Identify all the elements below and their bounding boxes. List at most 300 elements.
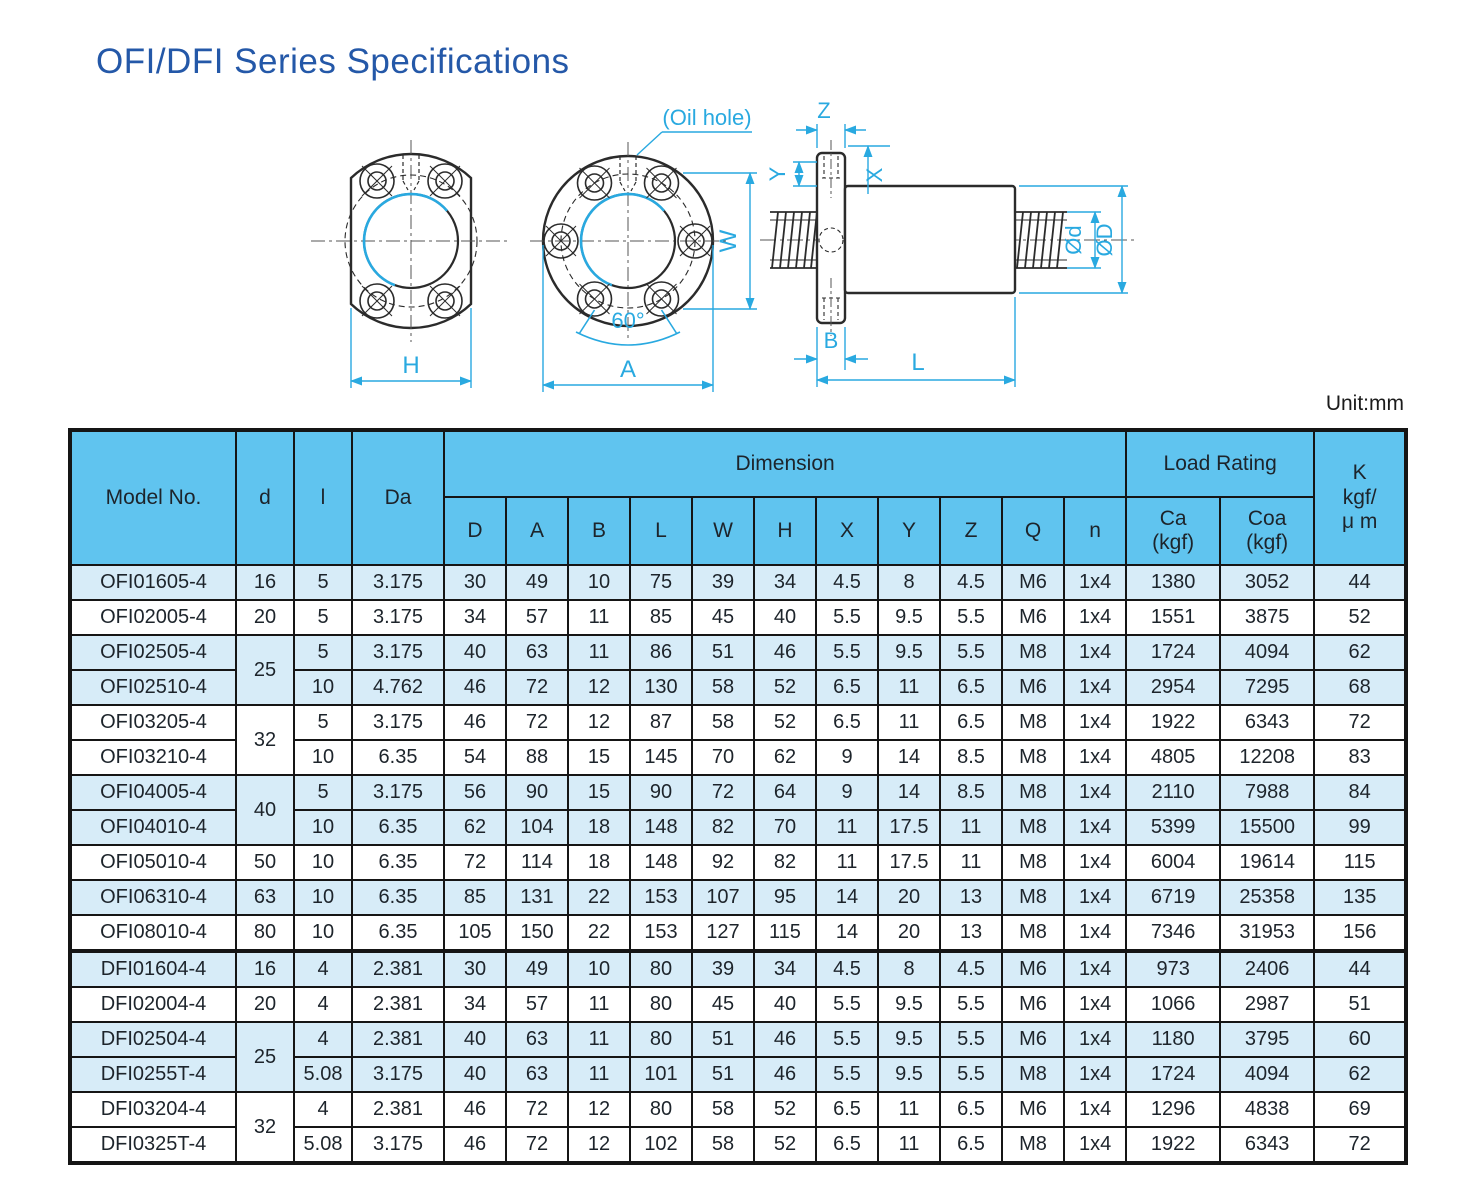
col-header-dim-z: Z (940, 497, 1002, 565)
cell-lead: 10 (294, 845, 352, 880)
cell-model: DFI0325T-4 (70, 1127, 236, 1163)
cell-ca: 1724 (1126, 1057, 1220, 1092)
cell-dim-x: 11 (816, 845, 878, 880)
cell-dim-w: 107 (692, 880, 754, 915)
cell-dim-a: 131 (506, 880, 568, 915)
cell-lead: 5 (294, 775, 352, 810)
cell-dim-b: 22 (568, 915, 630, 951)
cell-ca: 1551 (1126, 600, 1220, 635)
cell-dim-a: 104 (506, 810, 568, 845)
col-header-dim-y: Y (878, 497, 940, 565)
cell-coa: 2987 (1220, 987, 1314, 1022)
cell-dim-w: 39 (692, 951, 754, 987)
cell-dim-d: 46 (444, 705, 506, 740)
dim-label-b: B (823, 328, 839, 353)
cell-dim-x: 5.5 (816, 1022, 878, 1057)
cell-dim-w: 51 (692, 635, 754, 670)
cell-dim-n: 1x4 (1064, 1127, 1126, 1163)
cell-dim-w: 58 (692, 1092, 754, 1127)
cell-dim-q: M8 (1002, 635, 1064, 670)
cell-dim-b: 12 (568, 670, 630, 705)
cell-dim-n: 1x4 (1064, 565, 1126, 600)
cell-ca: 4805 (1126, 740, 1220, 775)
cell-coa: 25358 (1220, 880, 1314, 915)
cell-dim-n: 1x4 (1064, 705, 1126, 740)
cell-lead: 4 (294, 1022, 352, 1057)
cell-coa: 19614 (1220, 845, 1314, 880)
cell-dim-w: 51 (692, 1057, 754, 1092)
cell-dim-l: 148 (630, 810, 692, 845)
col-header-dim-l: L (630, 497, 692, 565)
cell-d: 40 (236, 775, 294, 845)
cell-dim-q: M8 (1002, 810, 1064, 845)
cell-model: OFI05010-4 (70, 845, 236, 880)
col-header-dim-w: W (692, 497, 754, 565)
cell-model: OFI02505-4 (70, 635, 236, 670)
cell-dim-z: 8.5 (940, 740, 1002, 775)
cell-coa: 3875 (1220, 600, 1314, 635)
cell-d: 25 (236, 1022, 294, 1092)
cell-dim-x: 5.5 (816, 600, 878, 635)
cell-dim-h: 52 (754, 705, 816, 740)
cell-coa: 3052 (1220, 565, 1314, 600)
cell-dim-d: 40 (444, 1022, 506, 1057)
cell-dim-h: 70 (754, 810, 816, 845)
cell-dim-y: 11 (878, 1092, 940, 1127)
cell-dim-q: M8 (1002, 880, 1064, 915)
cell-dim-h: 46 (754, 1022, 816, 1057)
cell-dim-l: 101 (630, 1057, 692, 1092)
table-row (70, 951, 1406, 987)
cell-model: OFI01605-4 (70, 565, 236, 600)
cell-da: 6.35 (352, 880, 444, 915)
cell-dim-a: 57 (506, 987, 568, 1022)
col-header-load-rating: Load Rating (1126, 430, 1314, 497)
cell-dim-a: 63 (506, 1057, 568, 1092)
cell-dim-d: 30 (444, 951, 506, 987)
cell-lead: 5 (294, 635, 352, 670)
cell-dim-x: 6.5 (816, 670, 878, 705)
cell-dim-w: 58 (692, 670, 754, 705)
cell-k: 156 (1314, 915, 1406, 951)
table-row (70, 705, 1406, 740)
cell-ca: 6719 (1126, 880, 1220, 915)
cell-dim-y: 17.5 (878, 845, 940, 880)
cell-dim-w: 51 (692, 1022, 754, 1057)
col-header-da: Da (352, 430, 444, 565)
cell-lead: 5.08 (294, 1057, 352, 1092)
cell-dim-d: 40 (444, 1057, 506, 1092)
spec-table (68, 428, 1408, 1165)
cell-lead: 5.08 (294, 1127, 352, 1163)
cell-dim-l: 90 (630, 775, 692, 810)
table-row (70, 1092, 1406, 1127)
technical-diagram (0, 80, 1472, 425)
k-line3: μ m (1341, 510, 1378, 534)
cell-dim-b: 12 (568, 1092, 630, 1127)
cell-d: 80 (236, 915, 294, 951)
cell-dim-z: 13 (940, 880, 1002, 915)
cell-da: 3.175 (352, 775, 444, 810)
cell-dim-l: 80 (630, 1092, 692, 1127)
cell-dim-y: 11 (878, 670, 940, 705)
cell-dim-x: 6.5 (816, 1092, 878, 1127)
cell-d: 16 (236, 951, 294, 987)
cell-coa: 4838 (1220, 1092, 1314, 1127)
table-row (70, 915, 1406, 951)
cell-dim-x: 14 (816, 915, 878, 951)
cell-dim-b: 10 (568, 565, 630, 600)
cell-lead: 5 (294, 600, 352, 635)
cell-k: 44 (1314, 951, 1406, 987)
cell-dim-d: 30 (444, 565, 506, 600)
cell-dim-y: 20 (878, 880, 940, 915)
cell-dim-h: 95 (754, 880, 816, 915)
table-row (70, 635, 1406, 670)
cell-k: 84 (1314, 775, 1406, 810)
cell-dim-l: 85 (630, 600, 692, 635)
cell-dim-b: 11 (568, 1022, 630, 1057)
col-header-ca: Ca (kgf) (1126, 497, 1220, 565)
spec-table-body (70, 565, 1406, 1163)
cell-ca: 1296 (1126, 1092, 1220, 1127)
cell-dim-a: 114 (506, 845, 568, 880)
cell-dim-q: M6 (1002, 1022, 1064, 1057)
cell-dim-z: 5.5 (940, 1057, 1002, 1092)
cell-coa: 6343 (1220, 705, 1314, 740)
cell-dim-d: 72 (444, 845, 506, 880)
cell-dim-a: 90 (506, 775, 568, 810)
cell-dim-w: 92 (692, 845, 754, 880)
cell-ca: 973 (1126, 951, 1220, 987)
cell-k: 62 (1314, 635, 1406, 670)
cell-da: 3.175 (352, 600, 444, 635)
cell-model: OFI04005-4 (70, 775, 236, 810)
cell-dim-n: 1x4 (1064, 915, 1126, 951)
bore-accent-arc (364, 194, 447, 285)
cell-dim-x: 9 (816, 740, 878, 775)
table-row (70, 845, 1406, 880)
page-title: OFI/DFI Series Specifications (96, 42, 570, 81)
cell-dim-n: 1x4 (1064, 775, 1126, 810)
cell-dim-n: 1x4 (1064, 951, 1126, 987)
cell-dim-h: 40 (754, 987, 816, 1022)
cell-dim-d: 46 (444, 1092, 506, 1127)
unit-label: Unit:mm (1325, 392, 1404, 415)
nut-drawings-svg (0, 80, 1472, 425)
cell-d: 25 (236, 635, 294, 705)
dim-label-z: Z (817, 98, 831, 123)
cell-dim-d: 40 (444, 635, 506, 670)
cell-dim-l: 86 (630, 635, 692, 670)
cell-dim-n: 1x4 (1064, 740, 1126, 775)
cell-dim-a: 72 (506, 670, 568, 705)
cell-coa: 6343 (1220, 1127, 1314, 1163)
cell-lead: 5 (294, 565, 352, 600)
cell-dim-z: 5.5 (940, 600, 1002, 635)
col-header-lead: l (294, 430, 352, 565)
cell-dim-y: 9.5 (878, 987, 940, 1022)
cell-dim-y: 14 (878, 775, 940, 810)
cell-dim-l: 130 (630, 670, 692, 705)
cell-dim-b: 11 (568, 987, 630, 1022)
cell-dim-a: 57 (506, 600, 568, 635)
cell-dim-y: 8 (878, 951, 940, 987)
cell-lead: 4 (294, 951, 352, 987)
cell-k: 44 (1314, 565, 1406, 600)
cell-dim-x: 5.5 (816, 987, 878, 1022)
cell-dim-l: 80 (630, 987, 692, 1022)
cell-dim-w: 58 (692, 705, 754, 740)
cell-dim-l: 102 (630, 1127, 692, 1163)
cell-model: DFI02504-4 (70, 1022, 236, 1057)
cell-dim-w: 45 (692, 600, 754, 635)
cell-dim-l: 153 (630, 880, 692, 915)
cell-dim-x: 6.5 (816, 705, 878, 740)
cell-dim-l: 80 (630, 951, 692, 987)
cell-dim-q: M8 (1002, 775, 1064, 810)
cell-dim-a: 72 (506, 1127, 568, 1163)
cell-k: 72 (1314, 705, 1406, 740)
cell-dim-z: 5.5 (940, 635, 1002, 670)
cell-dim-w: 58 (692, 1127, 754, 1163)
cell-dim-x: 4.5 (816, 565, 878, 600)
cell-dim-y: 17.5 (878, 810, 940, 845)
cell-dim-h: 52 (754, 670, 816, 705)
cell-dim-x: 9 (816, 775, 878, 810)
cell-lead: 10 (294, 880, 352, 915)
cell-dim-q: M6 (1002, 600, 1064, 635)
cell-ca: 1380 (1126, 565, 1220, 600)
cell-dim-b: 18 (568, 845, 630, 880)
cell-dim-y: 9.5 (878, 1022, 940, 1057)
dim-label-angle: 60° (611, 308, 645, 333)
cell-d: 16 (236, 565, 294, 600)
dim-label-x: X (862, 167, 887, 183)
cell-dim-n: 1x4 (1064, 845, 1126, 880)
spec-table-header (70, 430, 1406, 565)
cell-d: 50 (236, 845, 294, 880)
cell-dim-b: 10 (568, 951, 630, 987)
cell-model: OFI03205-4 (70, 705, 236, 740)
cell-ca: 5399 (1126, 810, 1220, 845)
cell-dim-b: 11 (568, 1057, 630, 1092)
cell-dim-q: M8 (1002, 1127, 1064, 1163)
cell-dim-h: 82 (754, 845, 816, 880)
cell-model: OFI03210-4 (70, 740, 236, 775)
cell-model: OFI02005-4 (70, 600, 236, 635)
cell-dim-h: 62 (754, 740, 816, 775)
cell-dim-b: 11 (568, 635, 630, 670)
cell-dim-b: 15 (568, 775, 630, 810)
cell-dim-h: 46 (754, 635, 816, 670)
cell-dim-h: 46 (754, 1057, 816, 1092)
cell-dim-x: 4.5 (816, 951, 878, 987)
cell-dim-n: 1x4 (1064, 600, 1126, 635)
cell-model: DFI02004-4 (70, 987, 236, 1022)
cell-k: 52 (1314, 600, 1406, 635)
cell-dim-w: 82 (692, 810, 754, 845)
cell-dim-y: 9.5 (878, 600, 940, 635)
cell-k: 62 (1314, 1057, 1406, 1092)
nut-body (845, 186, 1015, 293)
cell-da: 2.381 (352, 1092, 444, 1127)
cell-dim-n: 1x4 (1064, 670, 1126, 705)
cell-dim-w: 39 (692, 565, 754, 600)
cell-dim-d: 34 (444, 600, 506, 635)
cell-coa: 4094 (1220, 635, 1314, 670)
table-row (70, 880, 1406, 915)
cell-da: 2.381 (352, 1022, 444, 1057)
cell-dim-a: 72 (506, 1092, 568, 1127)
table-row (70, 1022, 1406, 1057)
cell-dim-w: 70 (692, 740, 754, 775)
cell-model: DFI03204-4 (70, 1092, 236, 1127)
col-header-dim-x: X (816, 497, 878, 565)
cell-dim-q: M6 (1002, 987, 1064, 1022)
cell-dim-l: 80 (630, 1022, 692, 1057)
cell-dim-x: 11 (816, 810, 878, 845)
oil-hole-callout (637, 132, 752, 155)
cell-dim-z: 4.5 (940, 951, 1002, 987)
cell-dim-z: 5.5 (940, 987, 1002, 1022)
cell-dim-a: 49 (506, 565, 568, 600)
cell-dim-z: 6.5 (940, 670, 1002, 705)
table-row (70, 565, 1406, 600)
col-header-dim-n: n (1064, 497, 1126, 565)
y-dimension (793, 162, 817, 186)
cell-dim-d: 56 (444, 775, 506, 810)
cell-dim-l: 148 (630, 845, 692, 880)
cell-dim-q: M6 (1002, 1092, 1064, 1127)
cell-ca: 1724 (1126, 635, 1220, 670)
dim-label-od-screw: Ød (1061, 225, 1086, 255)
cell-coa: 15500 (1220, 810, 1314, 845)
cell-dim-d: 46 (444, 1127, 506, 1163)
cell-dim-d: 46 (444, 670, 506, 705)
cell-dim-x: 5.5 (816, 1057, 878, 1092)
table-row (70, 775, 1406, 810)
cell-dim-l: 87 (630, 705, 692, 740)
cell-dim-z: 11 (940, 845, 1002, 880)
cell-dim-z: 4.5 (940, 565, 1002, 600)
cell-k: 99 (1314, 810, 1406, 845)
cell-da: 6.35 (352, 845, 444, 880)
dim-label-y: Y (765, 166, 790, 182)
cell-dim-y: 9.5 (878, 635, 940, 670)
col-header-k (1314, 430, 1406, 565)
cell-dim-z: 6.5 (940, 1092, 1002, 1127)
cell-coa: 3795 (1220, 1022, 1314, 1057)
cell-dim-d: 54 (444, 740, 506, 775)
cell-dim-h: 40 (754, 600, 816, 635)
cell-dim-n: 1x4 (1064, 987, 1126, 1022)
dim-label-w: W (715, 229, 742, 253)
cell-dim-n: 1x4 (1064, 810, 1126, 845)
cell-dim-l: 153 (630, 915, 692, 951)
col-header-dim-h: H (754, 497, 816, 565)
cell-coa: 31953 (1220, 915, 1314, 951)
cell-dim-d: 62 (444, 810, 506, 845)
cell-dim-q: M8 (1002, 915, 1064, 951)
cell-dim-q: M8 (1002, 740, 1064, 775)
cell-da: 6.35 (352, 810, 444, 845)
dim-label-l: L (911, 349, 925, 376)
cell-dim-d: 34 (444, 987, 506, 1022)
k-line1: K (1352, 460, 1367, 484)
cell-d: 20 (236, 600, 294, 635)
cell-dim-z: 13 (940, 915, 1002, 951)
cell-ca: 7346 (1126, 915, 1220, 951)
cell-dim-z: 6.5 (940, 705, 1002, 740)
cell-k: 60 (1314, 1022, 1406, 1057)
cell-lead: 10 (294, 670, 352, 705)
cell-da: 3.175 (352, 1127, 444, 1163)
cell-coa: 2406 (1220, 951, 1314, 987)
cell-k: 135 (1314, 880, 1406, 915)
cell-dim-n: 1x4 (1064, 635, 1126, 670)
cell-d: 32 (236, 705, 294, 775)
cell-coa: 7988 (1220, 775, 1314, 810)
cell-dim-z: 6.5 (940, 1127, 1002, 1163)
dim-label-a: A (619, 356, 637, 383)
cell-dim-h: 52 (754, 1127, 816, 1163)
cell-ca: 1180 (1126, 1022, 1220, 1057)
col-header-dim-b: B (568, 497, 630, 565)
cell-dim-n: 1x4 (1064, 1092, 1126, 1127)
cell-lead: 10 (294, 915, 352, 951)
cell-da: 2.381 (352, 987, 444, 1022)
cell-dim-b: 18 (568, 810, 630, 845)
cell-da: 4.762 (352, 670, 444, 705)
cell-dim-b: 11 (568, 600, 630, 635)
dim-label-od-body: ØD (1092, 223, 1117, 257)
cell-dim-a: 150 (506, 915, 568, 951)
cell-dim-z: 5.5 (940, 1022, 1002, 1057)
cell-coa: 7295 (1220, 670, 1314, 705)
cell-dim-a: 49 (506, 951, 568, 987)
cell-dim-l: 145 (630, 740, 692, 775)
cell-dim-y: 11 (878, 1127, 940, 1163)
cell-dim-x: 14 (816, 880, 878, 915)
cell-dim-y: 8 (878, 565, 940, 600)
cell-dim-q: M6 (1002, 670, 1064, 705)
cell-dim-a: 63 (506, 1022, 568, 1057)
cell-dim-b: 22 (568, 880, 630, 915)
cell-dim-y: 20 (878, 915, 940, 951)
cell-k: 115 (1314, 845, 1406, 880)
cell-dim-b: 12 (568, 705, 630, 740)
cell-da: 3.175 (352, 565, 444, 600)
cell-dim-a: 88 (506, 740, 568, 775)
bore-accent-arc (581, 194, 664, 285)
oil-hole-label: (Oil hole) (662, 105, 752, 130)
cell-dim-q: M6 (1002, 951, 1064, 987)
cell-dim-h: 34 (754, 565, 816, 600)
cell-model: OFI06310-4 (70, 880, 236, 915)
cell-dim-q: M6 (1002, 565, 1064, 600)
cell-k: 69 (1314, 1092, 1406, 1127)
cell-dim-w: 45 (692, 987, 754, 1022)
cell-da: 3.175 (352, 635, 444, 670)
cell-model: OFI04010-4 (70, 810, 236, 845)
cell-lead: 4 (294, 1092, 352, 1127)
cell-dim-l: 75 (630, 565, 692, 600)
cell-lead: 5 (294, 705, 352, 740)
col-header-dim-a: A (506, 497, 568, 565)
col-header-dim-d: D (444, 497, 506, 565)
cell-k: 83 (1314, 740, 1406, 775)
